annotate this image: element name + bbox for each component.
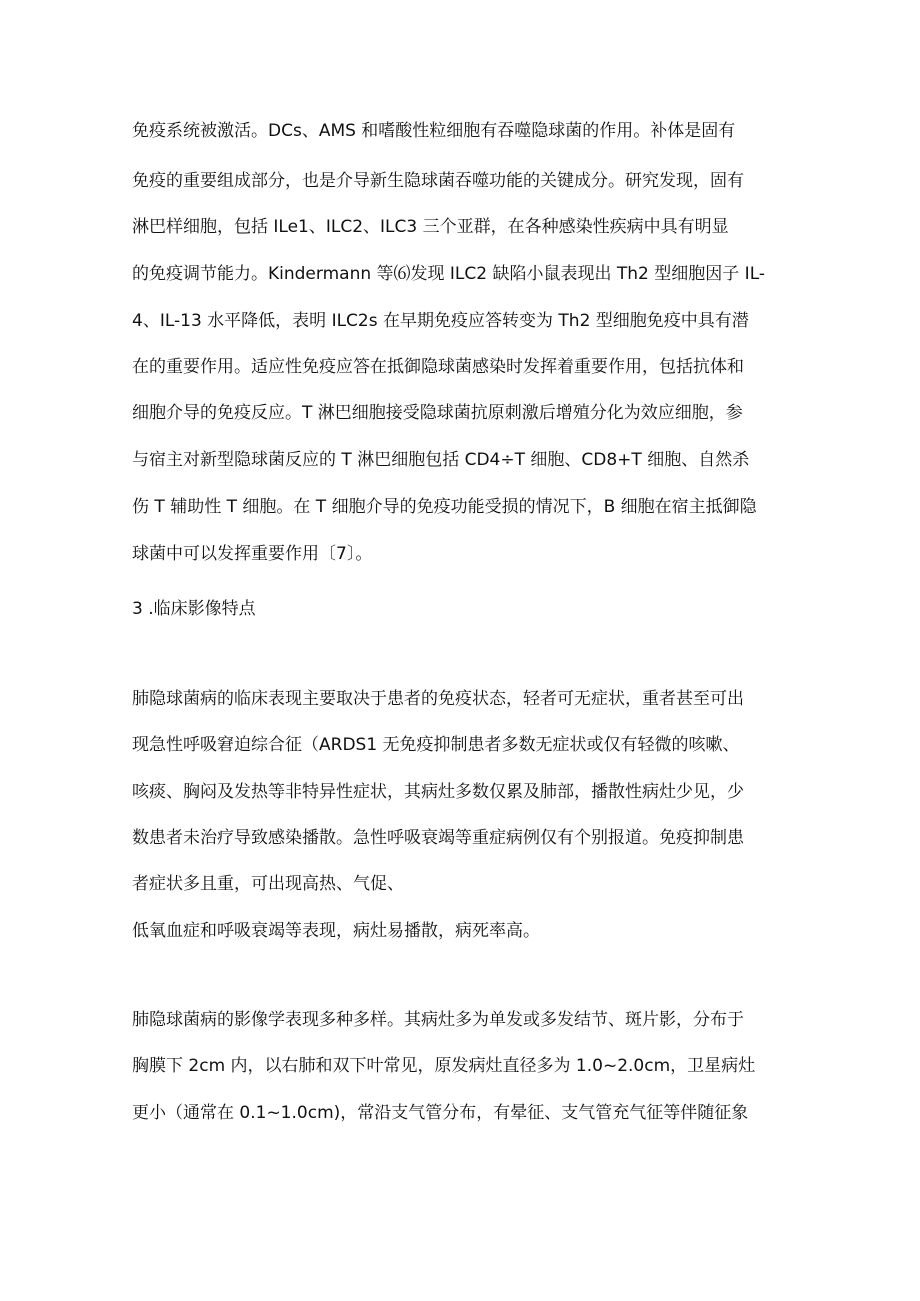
text-line: 咳痰、胸闷及发热等非特异性症状，其病灶多数仅累及肺部，播散性病灶少见，少 <box>132 782 744 802</box>
text-line: 淋巴样细胞，包括 ILe1、ILC2、ILC3 三个亚群，在各种感染性疾病中具有明显 <box>132 217 729 237</box>
text-line: 更小（通常在 0.1~1.0cm)，常沿支气管分布，有晕征、支气管充气征等伴随征象 <box>132 1103 749 1123</box>
text-line: 球菌中可以发挥重要作用〔7〕。 <box>132 544 373 564</box>
section-heading: 3 .临床影像特点 <box>132 599 256 619</box>
text-line: 4、IL-13 水平降低，表明 ILC2s 在早期免疫应答转变为 Th2 型细胞免疫中具有潜 <box>132 311 749 331</box>
text-line: 现急性呼吸窘迫综合征（ARDS1 无免疫抑制患者多数无症状或仅有轻微的咳嗽、 <box>132 735 740 755</box>
text-line: 免疫的重要组成部分，也是介导新生隐球菌吞噬功能的关键成分。研究发现，固有 <box>132 171 744 191</box>
text-line: 者症状多且重，可出现高热、气促、 <box>132 874 404 894</box>
text-line: 与宿主对新型隐球菌反应的 T 淋巴细胞包括 CD4÷T 细胞、CD8+T 细胞、自然杀 <box>132 450 750 470</box>
text-line: 胸膜下 2cm 内，以右肺和双下叶常见，原发病灶直径多为 1.0~2.0cm，卫星病灶 <box>132 1056 756 1076</box>
text-line: 伤 T 辅助性 T 细胞。在 T 细胞介导的免疫功能受损的情况下，B 细胞在宿主抵御隐 <box>132 497 757 517</box>
text-line: 在的重要作用。适应性免疫应答在抵御隐球菌感染时发挥着重要作用，包括抗体和 <box>132 357 744 377</box>
text-line: 肺隐球菌病的影像学表现多种多样。其病灶多为单发或多发结节、斑片影，分布于 <box>132 1010 744 1030</box>
text-line: 低氧血症和呼吸衰竭等表现，病灶易播散，病死率高。 <box>132 921 540 941</box>
text-line: 肺隐球菌病的临床表现主要取决于患者的免疫状态，轻者可无症状，重者甚至可出 <box>132 689 744 709</box>
text-line: 的免疫调节能力。Kindermann 等⑹发现 ILC2 缺陷小鼠表现出 Th2 型细胞因子 IL- <box>132 264 765 284</box>
text-line: 免疫系统被激活。DCs、AMS 和嗜酸性粒细胞有吞噬隐球菌的作用。补体是固有 <box>132 121 736 141</box>
text-line: 细胞介导的免疫反应。T 淋巴细胞接受隐球菌抗原刺激后增殖分化为效应细胞，参 <box>132 403 743 423</box>
text-line: 数患者未治疗导致感染播散。急性呼吸衰竭等重症病例仅有个别报道。免疫抑制患 <box>132 828 744 848</box>
